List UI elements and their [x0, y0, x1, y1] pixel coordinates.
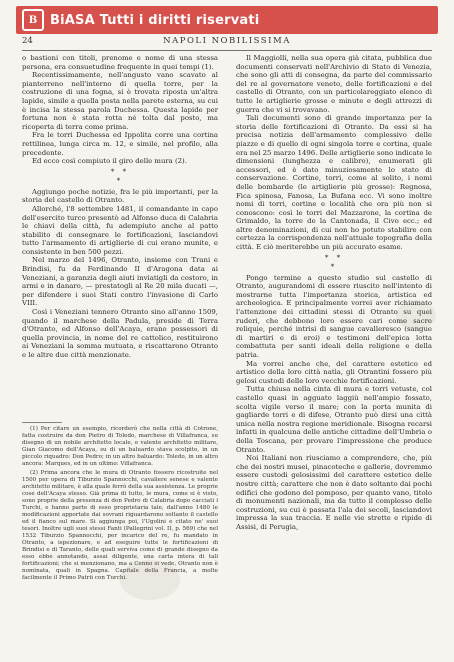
paper-stain	[396, 300, 436, 330]
paragraph: Ma vorrei anche che, del carattere estetico ed artistico della loro città natìa, gli Otrantini fossero più gelosi custodi delle loro vecchie fortificazioni.	[236, 359, 432, 385]
watermark-banner	[16, 6, 438, 34]
right-column	[236, 54, 432, 531]
journal-title: NAPOLI NOBILISSIMA	[163, 36, 291, 46]
paragraph: Recentissimamente, nell'angusto vano scavato al pianterreno nell'interno di quella torre, per la costruzione di una fogna, si è trovata riposta un'altra lapide, simile a quella posta nella parete esterna, su cui è incisa la stessa parola Duchessa. Questa lapide per fortuna non è stata rotta né tolta dal posto, ma ricoperta di terra come prima.	[22, 71, 218, 131]
paragraph: Fra le torri Duchessa ed Ippolita corre una cortina rettilinea, lunga circa m. 12, e simile, nel profilo, alla precedente.	[22, 131, 218, 157]
paragraph: Il Maggiolli, nella sua opera già citata, pubblica due documenti conservati nell'Archivio di Stato di Venezia, che sono gli atti di consegna, da parte del commissario del re al governatore veneto, delle fortificazioni e del castello di Otranto, con un particolareggiato elenco di tutte le artiglierie grosse e minute e degli attrezzi di guerra che vi si trovavano.	[236, 54, 432, 114]
left-column	[22, 54, 218, 360]
header-rule	[22, 50, 432, 51]
section-ornament: * * *	[324, 253, 344, 271]
paragraph: Aggiungo poche notizie, fra le più importanti, per la storia del castello di Otranto.	[22, 187, 218, 205]
footnote: (1) Per citare un esempio, ricorderò che nella città di Cotrone, fatta costruire da don Pietro di Toledo, marchese di Villafranca, su disegno di un nobile architetto locale, e valente architetto militare, Gian Giacomo dell'Acaya, su di un baluardo stava scolpito, in un piccolo riquadro: Don Pedro; in un altro baluardo: Toledo, in un altro ancora: Marques, ed in un ultimo: Villafranca.	[22, 426, 218, 467]
running-head	[22, 36, 432, 50]
section-ornament: * * *	[110, 167, 130, 185]
paragraph: Nel marzo del 1496, Otranto, insieme con Trani e Brindisi, fu da Ferdinando II d'Aragona data ai Veneziani, a garanzia degli aiuti inviatigli da costoro, in armi e in danaro, — prestatogli al Re 20 mila ducati —, per difendere i suoi Stati contro l'invasione di Carlo VIII.	[22, 256, 218, 308]
footnote-rule	[22, 422, 62, 423]
paragraph: Ed ecco così compiuto il giro delle mura (2).	[32, 157, 187, 166]
paragraph: Pongo termine a questo studio sul castello di Otranto, augurandomi di essere riuscito nell'intento di mostrarne tutta l'importanza storica, artistica ed archeologica. E principalmente vorrei aver richiamato l'attenzione dei cittadini stessi di Otranto su quei ruderi, che debbono loro essere cari come sacre reliquie, perché intrisi di sangue cavalleresco (sangue di martiri e di eroi) e testimoni dell'epica lotta combattuta per santi ideali della religione e della patria.	[236, 273, 432, 359]
library-logo-icon: B	[22, 9, 44, 31]
paper-stain	[120, 560, 180, 600]
paragraph: o bastioni con titoli, prenome e nome di una stessa persona, era consuetudine frequente in quei tempi (1).	[22, 54, 218, 71]
paragraph: Allorché, l'8 settembre 1481, il comandante in capo dell'esercito turco presentò ad Alfonso duca di Calabria le chiavi della città, fu adempiuto anche al patto stabilito di consegnare le fortificazioni, lasciandovi tutto l'armamento di artiglierie di cui erano munite, e consistente in ben 500 pezzi.	[22, 204, 218, 256]
paragraph: Noi Italiani non riusciamo a comprendere, che, più che dei nostri musei, pinacoteche e gallerie, dovremmo essere custodi gelosissimi del carattere estetico delle nostre città; carattere che non è dato soltanto dai pochi edifici che godono del pomposo, per quanto vano, titolo di monumenti nazionali, ma da tutto il complesso delle costruzioni, su cui è passata l'ala dei secoli, lasciandovi impressa la sua traccia. E nelle vie strette e ripide di Assisi, di Perugia,	[236, 454, 432, 531]
footnotes	[22, 422, 218, 584]
page-number: 24	[22, 36, 33, 46]
footnote: (2) Prima ancora che le mura di Otranto fossero ricostruite nel 1500 per opera di Tiburzio Spannocchi, cavaliere senese e valente architetto militare, è alla quale ferrò della sua assistenza. Le proprie cose dell'Acaya stesso. Già prima di tutto, le mura, come si è visto, sono proprie della presenza di don Pedro di Calabria dopo cacciati i Turchi, e hanno parte di esso proprietaria tale, dall'anno 1480 le modificazioni apportate dai sovrani riguardarono soltanto il castello ed il fianco sul mare. Si aggiunga poi, l'Ugolini e citato ne' suoi tesori. Inoltre ugli suoi stessi Fanti (Pallegrini vol. II, p. 569) che nel 1532 Tiburzio Spannocchi, per incarico del re, fu mandato in Otranto, a ispezionare, e ad eseguire tutte le fortificazioni di Brindisi e di Taranto, delle quali serviva come di grande disegno da esso ebbe annotando, assai diligente, una carta intera di tali fortificazioni; che si menzionano, ma a Cenno si vede, Otranto non è nominata, quali in Spagna. Capitale della Francia, a molte facilmente il Primo Patrii con Turchi.	[22, 470, 218, 581]
paragraph: Tutta chiusa nella cinta di mura e torri vetuste, col castello quasi in agguato laggiù nell'ampio fossato, scolta vigile verso il mare; con la porta munita di gagliarde torri e di difese, Otranto può dirsi una città unica nella nostra regione meridionale. Bisogna recarsi infatti in qualcuna delle antiche cittadine dell'Umbria o della Toscana, per provare l'impressione che produce Otranto.	[236, 385, 432, 454]
paragraph: Tali documenti sono di grande importanza per la storia delle fortificazioni di Otranto. Da essi si ha precisa notizia dell'armamento complessivo delle piazze e di quello di ogni singola torre e cortina, quale era nel 25 marzo 1496. Delle artiglierie sono indicate le dimensioni (lunghezza e calibro), enumerati gli accessori, ed è dato minuziosamente lo stato di conservazione. Cortine, torri, come al solito, i nomi delle bombarde (le artiglierie più grosse): Regnosa, Fica spinosa, Fanosa, La Bufana ecc. Vi sono inoltre nomi di torri, cortine e località che ora più non si conoscono: così le torri del Mazzarone, la cortina de Grimaldo, la torre de la Cantonada, il Civo ecc.; ed altre denominazioni, di cui non ho potuto stabilire con certezza la corrispondenza nell'attuale topografia della città. E ciò meriterebbe un più accurato esame.	[236, 114, 432, 252]
paragraph: Così i Veneziani tennero Otranto sino all'anno 1509, quando il marchese della Padula, preside di Terra d'Otranto, ed Alfonso dell'Acaya, erano possessori di quella provincia, in nome del re cattolico, restituirono ai Veneziani la somma mutuata, e riscattarono Otranto e le altre due città menzionate.	[22, 308, 218, 359]
watermark-text: BiASA Tutti i diritti riservati	[50, 12, 260, 28]
